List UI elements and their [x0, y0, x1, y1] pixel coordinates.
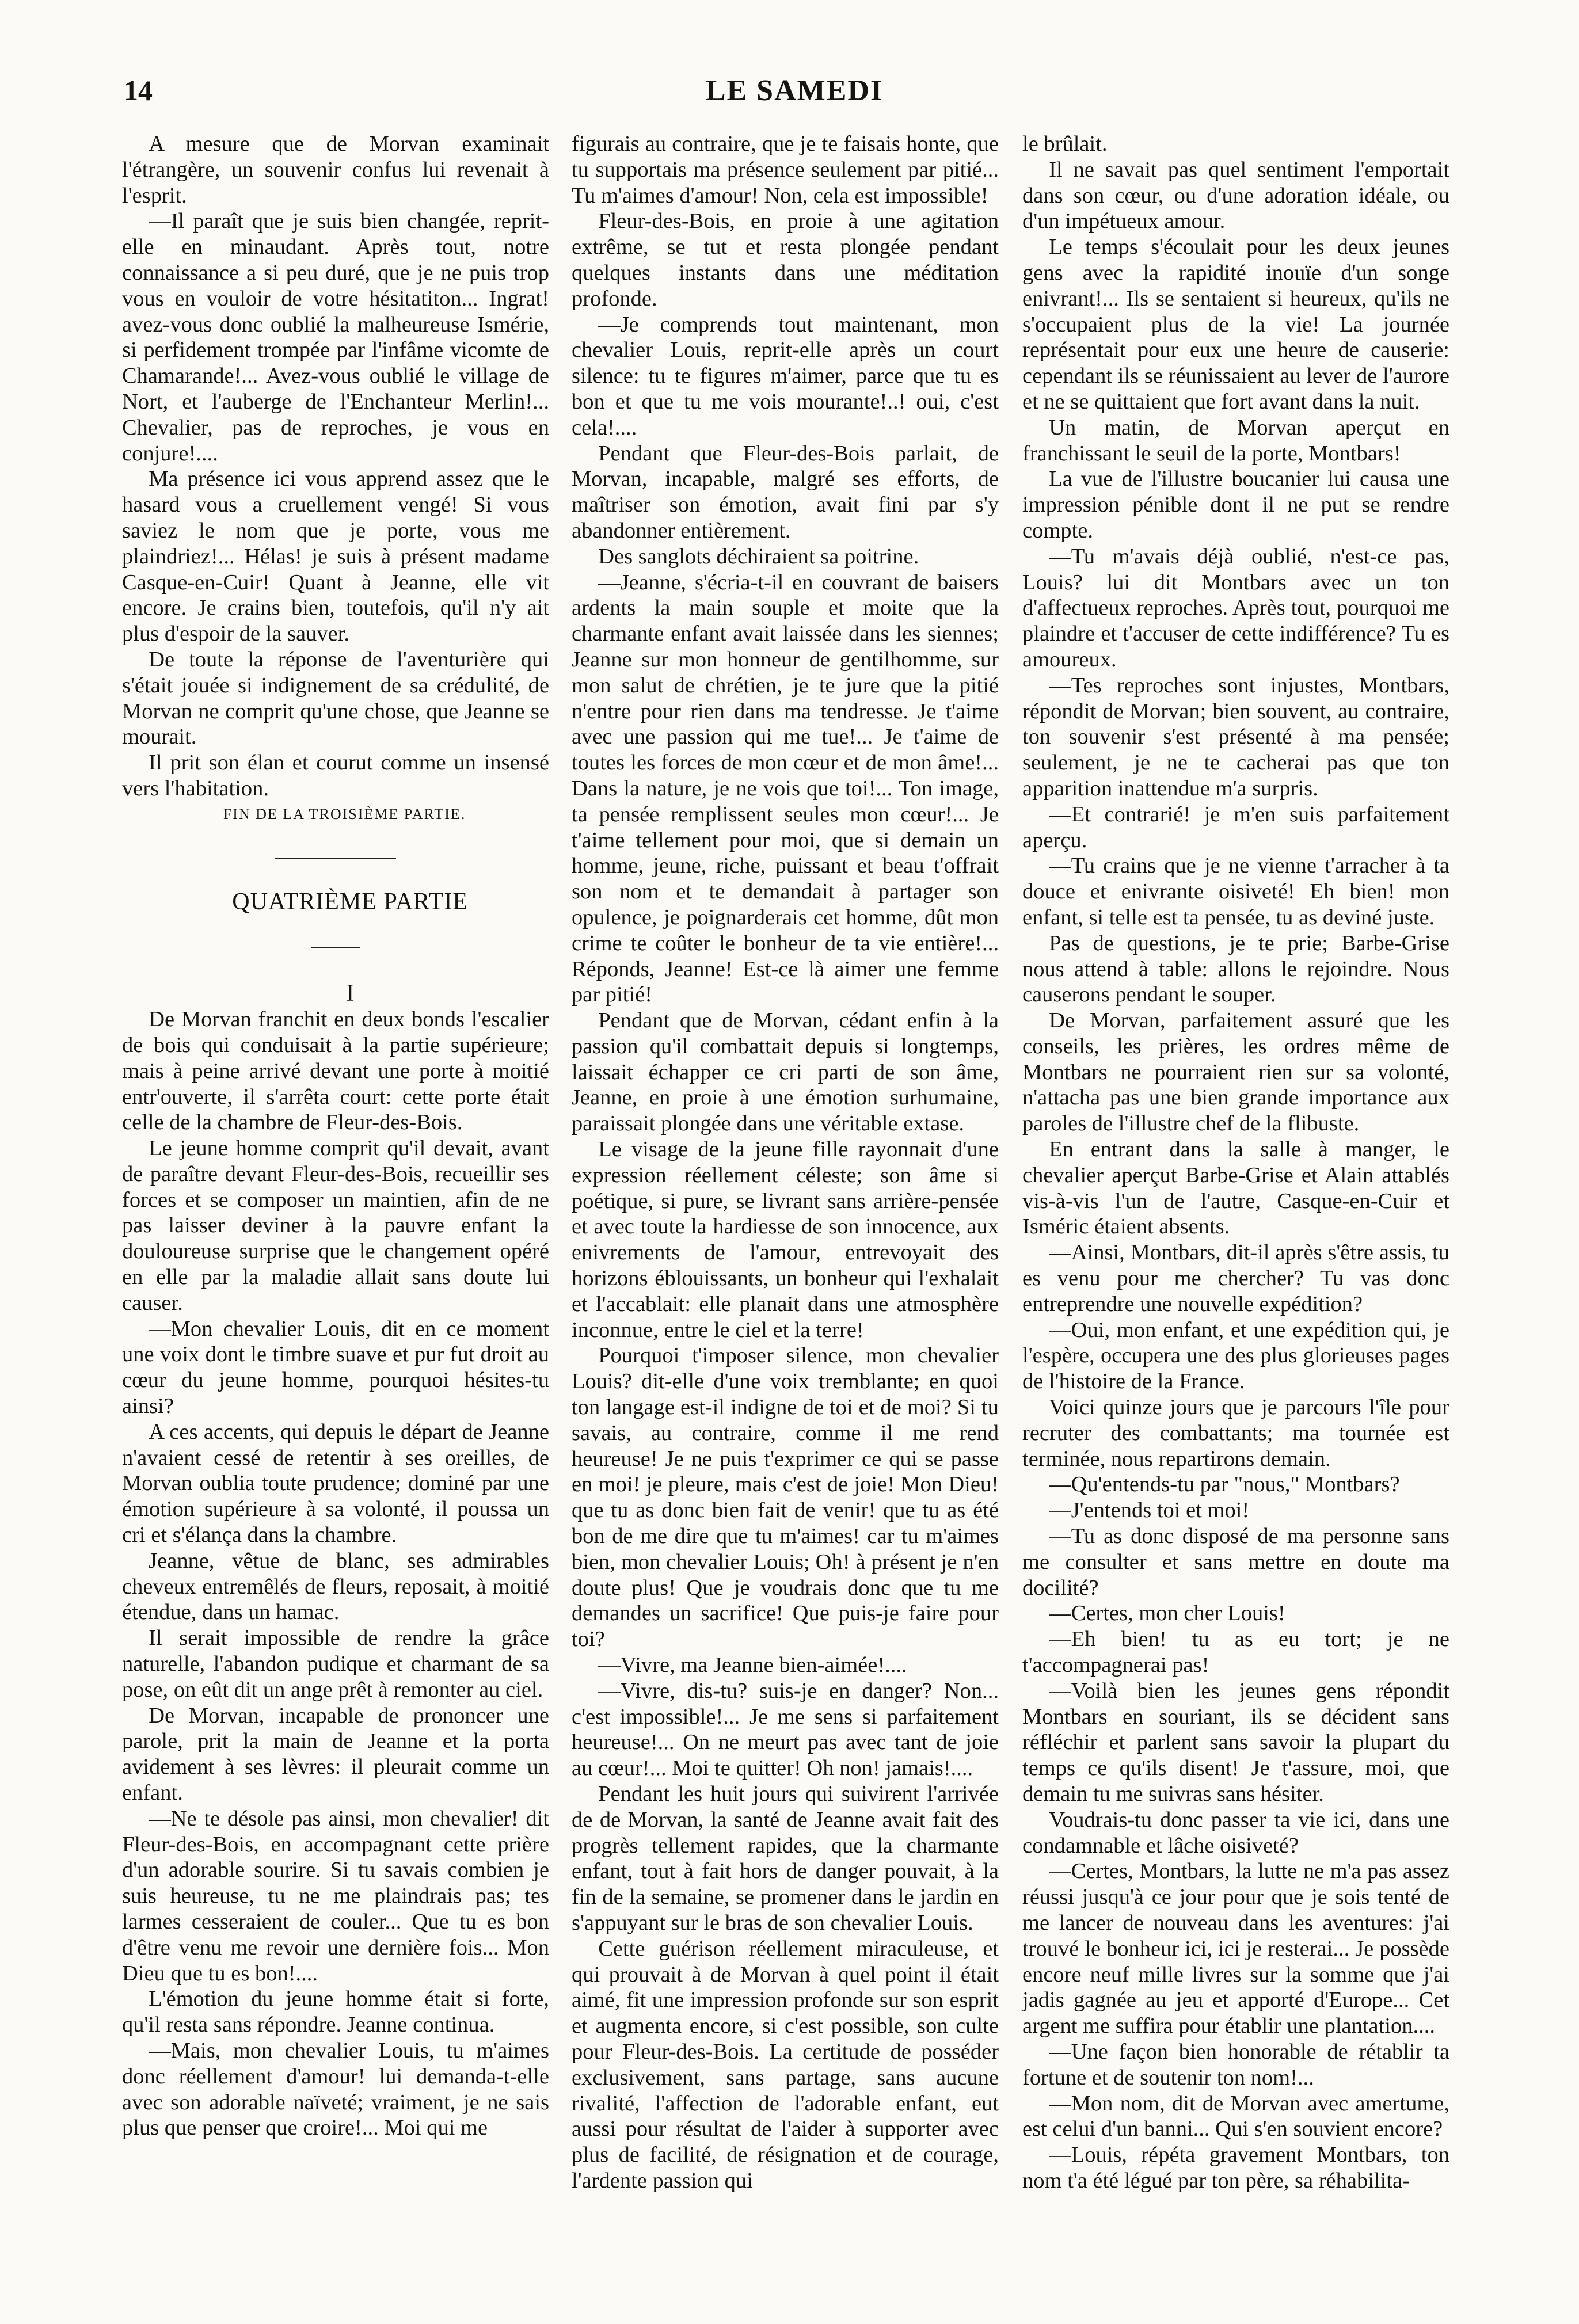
page-header [124, 74, 1465, 125]
paragraph: le brûlait. [1022, 132, 1108, 156]
paragraph: —Vivre, dis-tu? suis-je en danger? Non... c'est impossible!... Je me sens si parfaitement heureuse!... On ne meurt pas avec tant de joie au cœur!... Moi te quitter! Oh non! jamais!.... [572, 1678, 999, 1781]
page-number: 14 [124, 74, 153, 106]
paragraph: —Mais, mon chevalier Louis, tu m'aimes donc réellement d'amour! lui demanda-t-elle avec son adorable naïveté; vraiment, je ne sais plus que penser que croire!... Moi qui me [122, 2038, 549, 2140]
paragraph: Pendant que Fleur-des-Bois parlait, de Morvan, incapable, malgré ses efforts, de maîtriser son émotion, avait fini par s'y abandonner entièrement. [572, 441, 999, 543]
section-title: QUATRIÈME PARTIE [232, 888, 469, 915]
end-of-part-label: FIN DE LA TROISIÈME PARTIE. [223, 805, 466, 822]
paragraph: De toute la réponse de l'aventurière qui s'était jouée si indignement de sa crédulité, de Morvan ne comprit qu'une chose, que Jeanne se mourait. [122, 647, 549, 749]
paragraph: Fleur-des-Bois, en proie à une agitation extrême, se tut et resta plongée pendant quelques instants dans une méditation profonde. [572, 209, 999, 311]
paragraph: —Tu m'avais déjà oublié, n'est-ce pas, Louis? lui dit Montbars avec un ton d'affectueux reproches. Après tout, pourquoi me plaindre et t'accuser de cette indifférence? Tu es amoureux. [1022, 544, 1449, 672]
section-divider [275, 858, 396, 859]
paragraph: —Oui, mon enfant, et une expédition qui, je l'espère, occupera une des plus glorieuses pages de l'histoire de la France. [1022, 1317, 1449, 1394]
paragraph: —Eh bien! tu as eu tort; je ne t'accompagnerai pas! [1022, 1627, 1449, 1678]
text-column-2 [572, 131, 999, 2194]
text-column-1 [122, 131, 549, 2141]
paragraph: —Voilà bien les jeunes gens répondit Montbars en souriant, ils se décident sans réfléchir et parlent sans savoir la plupart du temps ce qu'ils disent! Je t'assure, moi, que demain tu me suivras sans hésiter. [1022, 1678, 1449, 1806]
paragraph: —Une façon bien honorable de rétablir ta fortune et de soutenir ton nom!... [1022, 2039, 1449, 2090]
paragraph: Pourquoi t'imposer silence, mon chevalier Louis? dit-elle d'une voix tremblante; en quoi ton langage est-il indigne de toi et de moi? Si tu savais, au contraire, comme il me rend heureuse! Je ne puis t'exprimer ce qui se passe en moi! je pleure, mais c'est de joie! Mon Dieu! que tu as donc bien fait de venir! que tu as été bon de me dire que tu m'aimes! car tu m'aimes bien, mon chevalier Louis; Oh! à présent je n'en doute plus! Que je voudrais donc que tu me demandes un sacrifice! Que puis-je faire pour toi? [572, 1343, 999, 1652]
paragraph: Voudrais-tu donc passer ta vie ici, dans une condamnable et lâche oisiveté? [1022, 1807, 1449, 1858]
paragraph: —Qu'entends-tu par "nous," Montbars? [1049, 1472, 1400, 1497]
paragraph: —Certes, Montbars, la lutte ne m'a pas assez réussi jusqu'à ce jour pour que je sois tenté de me lancer de nouveau dans les aventures: j'ai trouvé le bonheur ici, ici je resterai... Je possède encore neuf mille livres sur la somme que j'ai jadis gagnée au jeu et apporté d'Europe... Cet argent me suffira pour établir une plantation.... [1022, 1859, 1449, 2039]
paragraph: Il ne savait pas quel sentiment l'emportait dans son cœur, ou d'une adoration idéale, ou d'un impétueux amour. [1022, 157, 1449, 234]
paragraph: figurais au contraire, que je te faisais honte, que tu supportais ma présence seulement par pitié... Tu m'aimes d'amour! Non, cela est impossible! [572, 132, 999, 208]
paragraph: —Tes reproches sont injustes, Montbars, répondit de Morvan; bien souvent, au contraire, ton souvenir s'est présenté à ma pensée; seulement, je ne te cacherai pas que ton apparition inattendue m'a surpris. [1022, 673, 1449, 801]
paragraph: Un matin, de Morvan aperçut en franchissant le seuil de la porte, Montbars! [1022, 415, 1449, 466]
paragraph: En entrant dans la salle à manger, le chevalier aperçut Barbe-Grise et Alain attablés vis-à-vis l'un de l'autre, Casque-en-Cuir et Isméric étaient absents. [1022, 1137, 1449, 1239]
paragraph: L'émotion du jeune homme était si forte, qu'il resta sans répondre. Jeanne continua. [122, 1987, 549, 2037]
paragraph: —Jeanne, s'écria-t-il en couvrant de baisers ardents la main souple et moite que la charmante enfant avait laissée dans les siennes; Jeanne sur mon honneur de gentilhomme, sur mon salut de chrétien, je te jure que la pitié n'entre pour rien dans ma tendresse. Je t'aime avec une passion qui me tue!... Je t'aime de toutes les forces de mon cœur et de mon âme!... Dans la nature, je ne vois que toi!... Ton image, ta pensée remplissent seules mon cœur!... Je t'aime tellement pour moi, que si demain un homme, jeune, riche, puissant et beau t'offrait son nom et te demandait à partager son opulence, je poignarderais cet homme, dût mon crime te coûter le bonheur de ta vie entière!... Réponds, Jeanne! Est-ce là aimer une femme par pitié! [572, 570, 999, 1007]
paragraph: Cette guérison réellement miraculeuse, et qui prouvait à de Morvan à quel point il était aimé, fit une impression profonde sur son esprit et augmenta encore, si c'est possible, son culte pour Fleur-des-Bois. La certitude de posséder exclusivement, sans partage, sans aucune rivalité, l'affection de l'adorable enfant, eut aussi pour résultat de l'aider à supporter avec plus de facilité, de résignation et de courage, l'ardente passion qui [572, 1936, 999, 2193]
paragraph: —Tu as donc disposé de ma personne sans me consulter et sans mettre en doute ma docilité? [1022, 1524, 1449, 1600]
paragraph: Jeanne, vêtue de blanc, ses admirables cheveux entremêlés de fleurs, reposait, à moitié étendue, dans un hamac. [122, 1548, 549, 1625]
paragraph: Ma présence ici vous apprend assez que le hasard vous a cruellement vengé! Si vous saviez le nom que je porte, vous me plaindriez!... Hélas! je suis à présent madame Casque-en-Cuir! Quant à Jeanne, elle vit encore. Je crains bien, toutefois, qu'il n'y ait plus d'espoir de la sauver. [122, 467, 549, 646]
paragraph: De Morvan, incapable de prononcer une parole, prit la main de Jeanne et la porta avidement à ses lèvres: il pleurait comme un enfant. [122, 1703, 549, 1805]
paragraph: —Louis, répéta gravement Montbars, ton nom t'a été légué par ton père, sa réhabilita- [1022, 2143, 1449, 2193]
paragraph: Le jeune homme comprit qu'il devait, avant de paraître devant Fleur-des-Bois, recueillir ses forces et se composer un maintien, afin de ne pas laisser deviner à la pauvre enfant la douloureuse surprise que le changement opéré en elle par la maladie allait sans doute lui causer. [122, 1136, 549, 1315]
paragraph: Le temps s'écoulait pour les deux jeunes gens avec la rapidité inouïe d'un songe enivrant!... Ils se sentaient si heureux, qu'ils ne s'occupaient plus de la vie! La journée représentait pour eux une heure de causerie: cependant ils se réunissaient au lever de l'aurore et ne se quittaient que fort avant dans la nuit. [1022, 235, 1449, 414]
paragraph: —J'entends toi et moi! [1049, 1498, 1250, 1523]
paragraph: La vue de l'illustre boucanier lui causa une impression pénible dont il ne put se rendre compte. [1022, 467, 1449, 543]
paragraph: —Tu crains que je ne vienne t'arracher à ta douce et enivrante oisiveté! Eh bien! mon enfant, si telle est ta pensée, tu as deviné juste. [1022, 854, 1449, 929]
paragraph: —Mon nom, dit de Morvan avec amertume, est celui d'un banni... Qui s'en souvient encore? [1022, 2091, 1449, 2142]
section-divider [311, 947, 360, 948]
paragraph: Pas de questions, je te prie; Barbe-Grise nous attend à table: allons le rejoindre. Nous causerons pendant le souper. [1022, 931, 1449, 1007]
running-title: LE SAMEDI [705, 74, 884, 107]
paragraph: A mesure que de Morvan examinait l'étrangère, un souvenir confus lui revenait à l'esprit. [122, 132, 549, 208]
paragraph: Pendant que de Morvan, cédant enfin à la passion qu'il combattait depuis si longtemps, laissait échapper ce cri parti de son âme, Jeanne, en proie à une émotion surhumaine, paraissait plongée dans une véritable extase. [572, 1008, 999, 1136]
chapter-number: I [346, 980, 355, 1007]
paragraph: Pendant les huit jours qui suivirent l'arrivée de de Morvan, la santé de Jeanne avait fait des progrès tellement rapides, que la charmante enfant, tout à fait hors de danger pouvait, à la fin de la semaine, se promener dans le jardin en s'appuyant sur le bras de son chevalier Louis. [572, 1782, 999, 1935]
text-column-3 [1022, 131, 1449, 2194]
paragraph: A ces accents, qui depuis le départ de Jeanne n'avaient cessé de retentir à ses oreilles, de Morvan oublia toute prudence; dominé par une émotion supérieure à sa volonté, il poussa un cri et s'élança dans la chambre. [122, 1419, 549, 1548]
paragraph: —Vivre, ma Jeanne bien-aimée!.... [598, 1653, 907, 1678]
paragraph: Il serait impossible de rendre la grâce naturelle, l'abandon pudique et charmant de sa pose, on eût dit un ange prêt à remonter au ciel. [122, 1626, 549, 1702]
paragraph: De Morvan, parfaitement assuré que les conseils, les prières, les ordres même de Montbars ne pourraient rien sur sa volonté, n'attacha pas une bien grande importance aux paroles de l'illustre chef de la flibuste. [1022, 1008, 1449, 1136]
paragraph: —Mon chevalier Louis, dit en ce moment une voix dont le timbre suave et pur fut droit au cœur du jeune homme, pourquoi hésites-tu ainsi? [122, 1316, 549, 1419]
paragraph: De Morvan franchit en deux bonds l'escalier de bois qui conduisait à la partie supérieure; mais à peine arrivé devant une porte à moitié entr'ouverte, il s'arrêta court: cette porte était celle de la chambre de Fleur-des-Bois. [122, 1007, 549, 1135]
paragraph: Il prit son élan et courut comme un insensé vers l'habitation. [122, 750, 549, 801]
paragraph: —Certes, mon cher Louis! [1049, 1601, 1285, 1626]
paragraph: —Il paraît que je suis bien changée, reprit-elle en minaudant. Après tout, notre connaissance a si peu duré, que je ne puis trop vous en vouloir de votre hésitatiton... Ingrat! avez-vous donc oublié la malheureuse Ismérie, si perfidement trompée par l'infâme vicomte de Chamarande!... Avez-vous oublié le village de Nort, et l'auberge de l'Enchanteur Merlin!... Chevalier, pas de reproches, je vous en conjure!.... [122, 209, 549, 466]
paragraph: Le visage de la jeune fille rayonnait d'une expression réellement céleste; son âme si poétique, si pure, se livrant sans arrière-pensée et avec toute la hardiesse de son innocence, aux enivrements de l'amour, entrevoyait des horizons éblouissants, un bonheur qui l'exhalait et l'accablait: elle planait dans une atmosphère inconnue, entre le ciel et la terre! [572, 1137, 999, 1342]
paragraph: —Et contrarié! je m'en suis parfaitement aperçu. [1022, 802, 1449, 852]
paragraph: Voici quinze jours que je parcours l'île pour recruter des combattants; ma tournée est terminée, nous repartirons demain. [1022, 1395, 1449, 1471]
paragraph: —Ainsi, Montbars, dit-il après s'être assis, tu es venu pour me chercher? Tu vas donc entreprendre une nouvelle expédition? [1022, 1240, 1449, 1316]
paragraph: Des sanglots déchiraient sa poitrine. [598, 544, 919, 569]
paragraph: —Je comprends tout maintenant, mon chevalier Louis, reprit-elle après un court silence: tu te figures m'aimer, parce que tu es bon et que tu me vois mourante!..! oui, c'est cela!.... [572, 312, 999, 440]
paragraph: —Ne te désole pas ainsi, mon chevalier! dit Fleur-des-Bois, en accompagnant cette prière d'un adorable sourire. Si tu savais combien je suis heureuse, tu ne me plaindrais pas; tes larmes cesseraient de couler... Que tu es bon d'être venu me revoir une dernière fois... Mon Dieu que tu es bon!.... [122, 1806, 549, 1986]
